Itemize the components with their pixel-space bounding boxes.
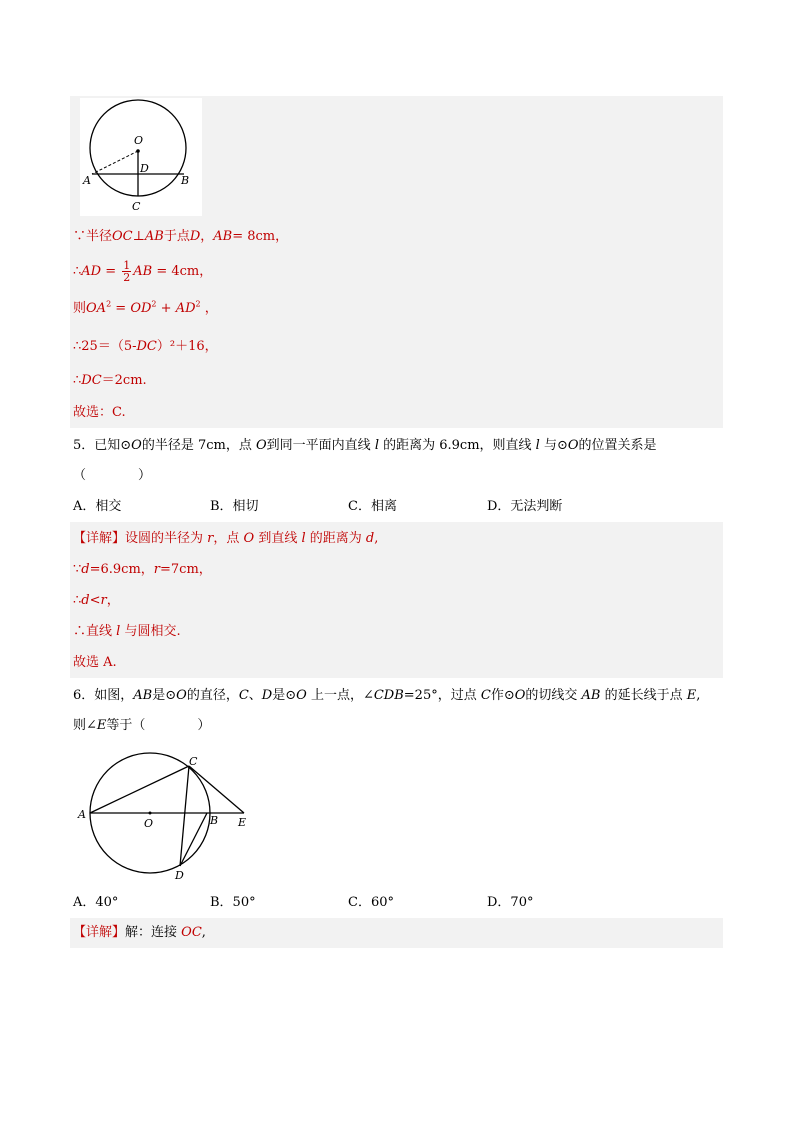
var-o: O <box>131 438 142 453</box>
text: 的位置关系是 <box>578 438 657 453</box>
var-ad: AD <box>81 264 102 279</box>
text: 与⊙ <box>539 438 568 453</box>
exponent: 2 <box>106 299 112 309</box>
var-o: O <box>296 688 307 703</box>
var-dc: DC <box>81 373 102 388</box>
solution4-line2 <box>73 259 212 285</box>
var-ab: AB <box>213 229 233 244</box>
var-ad: AD <box>175 301 196 316</box>
label-c: C <box>189 755 198 768</box>
because-symbol: ∵ <box>73 562 82 577</box>
text: 的距离为 6.9cm，则直线 <box>378 438 536 453</box>
text: =6.9cm， <box>89 562 154 577</box>
label-b: B <box>210 814 219 827</box>
text: 的距离为 <box>305 531 366 546</box>
var-d: D <box>189 229 201 244</box>
text: ∴25＝（5- <box>73 339 137 354</box>
var-r: r <box>100 593 107 608</box>
text: 等于（ ） <box>106 718 211 733</box>
question5-blank: （ ） <box>73 468 152 483</box>
figure2-svg <box>74 752 254 884</box>
solution4-answer: 故选：C. <box>73 405 126 420</box>
solution5-line2 <box>73 561 212 579</box>
text: =25°，过点 <box>403 688 481 703</box>
var-c: C <box>238 688 249 703</box>
solution4-line5 <box>73 372 147 390</box>
text: 、 <box>248 688 262 703</box>
text: = 4cm， <box>152 264 213 279</box>
label-c: C <box>132 200 141 213</box>
label-d: D <box>175 869 184 882</box>
question6-stem-line2 <box>73 717 210 735</box>
var-o: O <box>243 531 255 546</box>
question6-stem <box>73 687 700 705</box>
question5-option-a: A．相交 <box>73 499 122 514</box>
therefore-symbol: ∴ <box>73 264 82 279</box>
solution5-line1 <box>73 530 378 548</box>
detail-tag: 【详解】 <box>73 531 126 546</box>
text: 到直线 <box>254 531 302 546</box>
label-o: O <box>144 817 154 830</box>
fraction-one-half <box>122 260 131 283</box>
text: 5．已知⊙ <box>73 438 132 453</box>
label-d: D <box>140 162 149 175</box>
text: 是⊙ <box>152 688 177 703</box>
text: 的切线交 <box>525 688 582 703</box>
var-o: O <box>176 688 187 703</box>
var-d: d <box>81 593 90 608</box>
text: ， <box>106 593 120 608</box>
text: =7cm， <box>160 562 212 577</box>
var-ab: AB <box>133 688 153 703</box>
var-cdb: CDB <box>373 688 404 703</box>
denominator: 2 <box>123 271 131 284</box>
label-e: E <box>238 816 247 829</box>
text: 作⊙ <box>490 688 515 703</box>
var-l: l <box>374 438 379 453</box>
therefore-symbol: ∴ <box>73 373 82 388</box>
var-c: C <box>480 688 491 703</box>
var-l: l <box>116 624 121 639</box>
text: 设圆的半径为 <box>125 531 208 546</box>
question5-stem <box>73 437 657 455</box>
text: 与圆相交. <box>120 624 181 639</box>
text: = <box>111 301 131 316</box>
text: 的延长线于点 <box>600 688 687 703</box>
label-o: O <box>134 134 144 147</box>
text: ， <box>200 229 214 244</box>
text: , <box>374 531 379 546</box>
var-e: E <box>686 688 697 703</box>
question5-option-b: B．相切 <box>210 499 259 514</box>
dashed-oa <box>92 151 138 174</box>
var-o: O <box>256 438 267 453</box>
text: ∵半径 <box>73 229 113 244</box>
therefore-symbol: ∴ <box>73 593 82 608</box>
var-o: O <box>567 438 579 453</box>
figure1-circle-chord <box>80 98 202 216</box>
text: + <box>156 301 176 316</box>
solution5-answer: 故选 A. <box>73 655 117 670</box>
text: , <box>201 925 206 940</box>
question5-option-d: D．无法判断 <box>487 499 563 514</box>
var-ab: AB <box>581 688 601 703</box>
text: 的直径， <box>186 688 239 703</box>
label-b: B <box>181 174 190 187</box>
text: ∴直线 <box>73 624 117 639</box>
solution6-line1 <box>73 924 206 942</box>
var-ab: AB <box>133 264 153 279</box>
text: ＝2cm. <box>101 373 147 388</box>
text: 则 <box>73 301 87 316</box>
var-o: O <box>514 688 526 703</box>
question6-option-c: C．60° <box>348 895 394 910</box>
text: 则∠ <box>73 718 97 733</box>
text: 于点 <box>163 229 190 244</box>
detail-tag: 【详解】 <box>73 925 126 940</box>
var-ab: AB <box>144 229 164 244</box>
var-r: r <box>153 562 161 577</box>
label-a: A <box>78 808 86 821</box>
solution5-line3 <box>73 592 120 610</box>
var-od: OD <box>130 301 152 316</box>
figure1-svg <box>80 98 202 216</box>
exponent: 2 <box>195 299 201 309</box>
numerator: 1 <box>123 259 131 272</box>
solution5-line4 <box>73 623 181 641</box>
var-l: l <box>301 531 306 546</box>
solution4-line3 <box>73 300 218 318</box>
perp-symbol: ⊥ <box>132 229 145 244</box>
text: 到同一平面内直线 <box>266 438 375 453</box>
var-oa: OA <box>86 301 107 316</box>
var-l: l <box>535 438 540 453</box>
text: , <box>696 688 701 703</box>
var-dc: DC <box>136 339 157 354</box>
text: = <box>101 264 121 279</box>
less-than: < <box>89 593 101 608</box>
text: = 8cm， <box>232 229 289 244</box>
solution4-line4 <box>73 338 218 356</box>
figure2-circle-tangent <box>74 752 254 884</box>
text: ）²＋16， <box>156 339 218 354</box>
text: 上一点，∠ <box>306 688 374 703</box>
text: 的半径是 7cm，点 <box>141 438 256 453</box>
question6-option-a: A．40° <box>73 895 119 910</box>
label-a: A <box>83 174 91 187</box>
exponent: 2 <box>151 299 157 309</box>
var-e: E <box>96 718 107 733</box>
var-oc: OC <box>112 229 133 244</box>
question6-option-d: D．70° <box>487 895 534 910</box>
text: 是⊙ <box>272 688 297 703</box>
var-d: d <box>81 562 90 577</box>
var-d: d <box>365 531 375 546</box>
question5-option-c: C．相离 <box>348 499 397 514</box>
center-dot <box>136 149 140 153</box>
center-dot <box>149 812 152 815</box>
question6-option-b: B．50° <box>210 895 256 910</box>
var-d: D <box>261 688 273 703</box>
text: ， <box>200 301 218 316</box>
solution4-line1 <box>73 228 288 246</box>
var-r: r <box>207 531 214 546</box>
var-oc: OC <box>181 925 202 940</box>
text: 解：连接 <box>125 925 182 940</box>
text: ，点 <box>213 531 244 546</box>
text: 6．如图， <box>73 688 134 703</box>
tangent-ce <box>189 766 244 813</box>
